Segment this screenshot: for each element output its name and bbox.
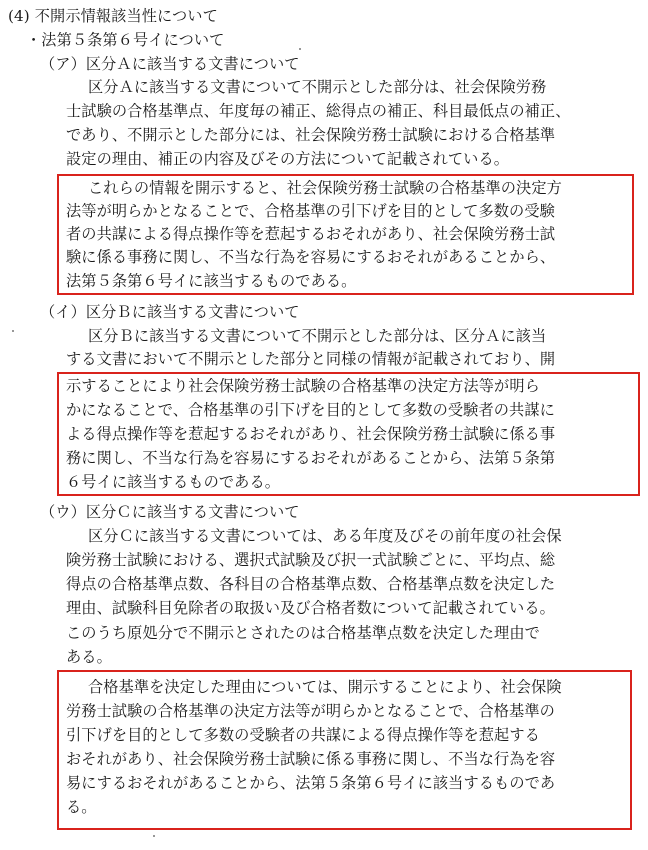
- section-a-boxed-line: 法第５条第６号イに該当するものである。: [66, 272, 357, 290]
- section-a-boxed-line: 法等が明らかとなることで、合格基準の引下げを目的として多数の受験: [66, 202, 555, 220]
- section-a-boxed-line: 験に係る事務に関し、不当な行為を容易にするおそれがあることから、: [66, 248, 556, 266]
- section-c-line: 険労務士試験における、選択式試験及び択一式試験ごとに、平均点、総: [66, 551, 556, 569]
- section-b-line: する文書において不開示とした部分と同様の情報が記載されており、開: [66, 350, 556, 368]
- section-c-line: 得点の合格基準点数、各科目の合格基準点数、合格基準点数を決定した: [66, 575, 556, 593]
- section-b-boxed-line: 務に関し、不当な行為を容易にするおそれがあることから、法第５条第: [66, 449, 556, 467]
- scan-speck: [153, 835, 155, 837]
- section-c-title: （ウ）区分Ｃに該当する文書について: [40, 503, 300, 521]
- section-c-line: このうち原処分で不開示とされたのは合格基準点数を決定した理由で: [66, 624, 540, 642]
- section-c-boxed-line: おそれがあり、社会保険労務士試験に係る事務に関し、不当な行為を容: [66, 750, 556, 768]
- section-a-boxed-line: これらの情報を開示すると、社会保険労務士試験の合格基準の決定方: [88, 179, 562, 197]
- section-a-line: 士試験の合格基準点、年度毎の補正、総得点の補正、科目最低点の補正、: [66, 102, 571, 120]
- section-a-line: であり、不開示とした部分には、社会保険労務士試験における合格基準: [66, 126, 556, 144]
- section-b-line: 区分Ｂに該当する文書について不開示とした部分は、区分Ａに該当: [88, 327, 547, 345]
- scan-speck: [299, 48, 301, 50]
- section-c-boxed-line: 合格基準を決定した理由については、開示することにより、社会保険: [88, 678, 562, 696]
- section-c-line: 理由、試験科目免除者の取扱い及び合格者数について記載されている。: [66, 599, 555, 617]
- section-c-line: 区分Ｃに該当する文書については、ある年度及びその前年度の社会保: [88, 527, 562, 545]
- section-c-boxed-line: る。: [66, 798, 97, 816]
- section-c-line: ある。: [66, 648, 112, 666]
- section-a-title: （ア）区分Ａに該当する文書について: [40, 55, 300, 73]
- scan-speck: [12, 330, 14, 332]
- subheading: ・法第５条第６号イについて: [26, 31, 225, 49]
- section-heading: (4) 不開示情報該当性について: [8, 7, 218, 25]
- section-b-boxed-line: よる得点操作等を惹起するおそれがあり、社会保険労務士試験に係る事: [66, 425, 556, 443]
- section-c-boxed-line: 引下げを目的として多数の受験者の共謀による得点操作等を惹起する: [66, 726, 540, 744]
- section-a-line: 区分Ａに該当する文書について不開示とした部分は、社会保険労務: [88, 78, 547, 96]
- section-c-boxed-line: 易にするおそれがあることから、法第５条第６号イに該当するものであ: [66, 774, 556, 792]
- section-b-boxed-line: かになることで、合格基準の引下げを目的として多数の受験者の共謀に: [66, 401, 555, 419]
- section-a-line: 設定の理由、補正の内容及びその方法について記載されている。: [66, 150, 510, 168]
- section-c-boxed-line: 労務士試験の合格基準の決定方法等が明らかとなることで、合格基準の: [66, 702, 555, 720]
- section-b-boxed-line: 示することにより社会保険労務士試験の合格基準の決定方法等が明ら: [66, 377, 540, 395]
- section-b-title: （イ）区分Ｂに該当する文書について: [40, 303, 300, 321]
- section-a-boxed-line: 者の共謀による得点操作等を惹起するおそれがあり、社会保険労務士試: [66, 225, 556, 243]
- section-b-boxed-line: ６号イに該当するものである。: [66, 473, 281, 491]
